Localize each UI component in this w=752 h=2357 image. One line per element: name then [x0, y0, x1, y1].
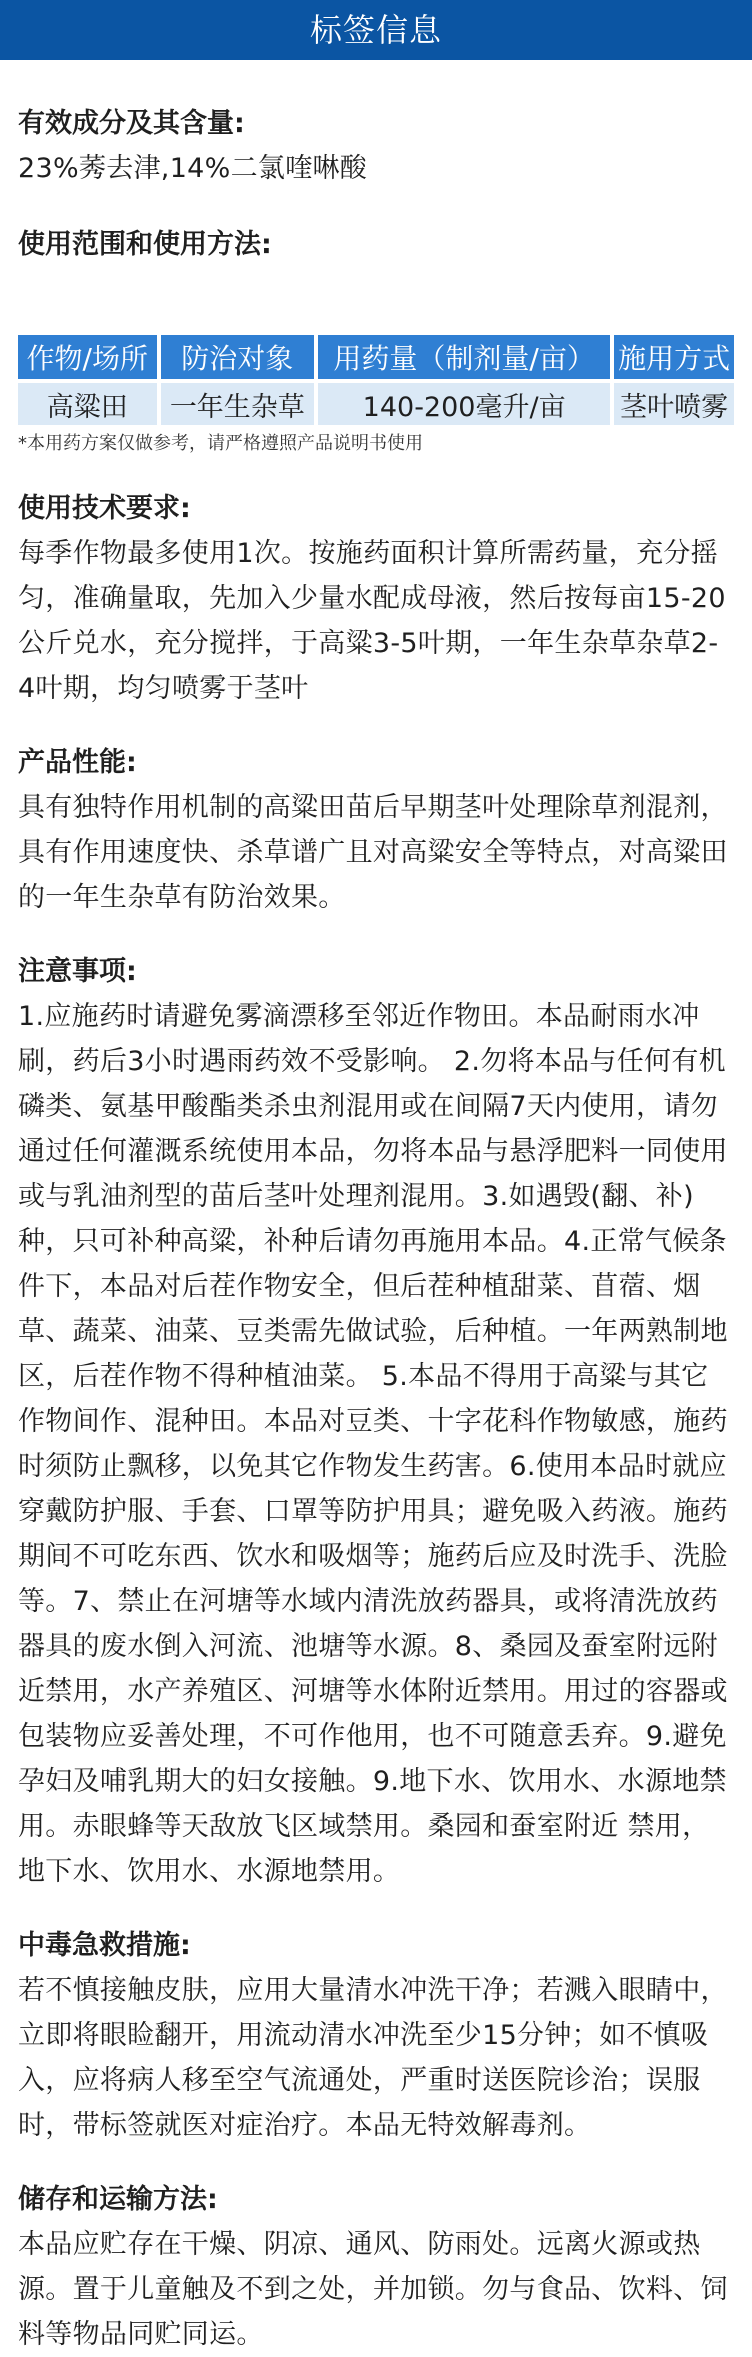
- firstaid-heading: 中毒急救措施:: [18, 1930, 191, 1961]
- precautions-section: [18, 954, 734, 1894]
- performance-text: 具有独特作用机制的高粱田苗后早期茎叶处理除草剂混剂，具有作用速度快、杀草谱广且对高粱安全等特点，对高粱田的一年生杂草有防治效果。: [18, 792, 728, 913]
- table-header-cell: 用药量（制剂量/亩）: [318, 335, 610, 379]
- ingredient-section: [18, 106, 734, 191]
- tech-text: 每季作物最多使用1次。按施药面积计算所需药量，充分摇匀，准确量取，先加入少量水配成母液，然后按每亩15-20公斤兑水，充分搅拌，于高粱3-5叶期，一年生杂草杂草2-4叶期，均匀喷雾于茎叶: [18, 538, 726, 704]
- table-cell: 高粱田: [18, 383, 157, 425]
- table-header-cell: 施用方式: [614, 335, 734, 379]
- firstaid-text: 若不慎接触皮肤，应用大量清水冲洗干净；若溅入眼睛中，立即将眼睑翻开，用流动清水冲洗至少15分钟；如不慎吸入，应将病人移至空气流通处，严重时送医院诊治；误服时，带标签就医对症治疗。本品无特效解毒剂。: [18, 1975, 728, 2141]
- table-header-cell: 作物/场所: [18, 335, 157, 379]
- table-header-row: [18, 335, 734, 379]
- firstaid-section: [18, 1928, 734, 2148]
- tech-heading: 使用技术要求:: [18, 493, 191, 524]
- storage-heading: 储存和运输方法:: [18, 2184, 218, 2215]
- label-content: [0, 106, 752, 2357]
- storage-section: [18, 2182, 734, 2357]
- table-row: [18, 383, 734, 425]
- page-title-bar: [0, 0, 752, 60]
- precautions-heading: 注意事项:: [18, 956, 137, 987]
- performance-section: [18, 745, 734, 920]
- table-cell: 140-200毫升/亩: [318, 383, 610, 425]
- dosage-table: [14, 331, 738, 429]
- table-cell: 茎叶喷雾: [614, 383, 734, 425]
- usage-section: [18, 227, 734, 457]
- ingredient-heading: 有效成分及其含量:: [18, 108, 245, 139]
- usage-heading: 使用范围和使用方法:: [18, 229, 272, 260]
- precautions-text: 1.应施药时请避免雾滴漂移至邻近作物田。本品耐雨水冲刷，药后3小时遇雨药效不受影响。 2.勿将本品与任何有机磷类、氨基甲酸酯类杀虫剂混用或在间隔7天内使用，请勿通过任何灌溉系统使用本品，勿将本品与悬浮肥料一同使用或与乳油剂型的苗后茎叶处理剂混用。3.如遇毁(翻、补)种，只可补种高粱，补种后请勿再施用本品。4.正常气候条件下，本品对后茬作物安全，但后茬种植甜菜、苜蓿、烟草、蔬菜、油菜、豆类需先做试验，后种植。一年两熟制地区，后茬作物不得种植油菜。 5.本品不得用于高粱与其它作物间作、混种田。本品对豆类、十字花科作物敏感，施药时须防止飘移，以免其它作物发生药害。6.使用本品时就应穿戴防护服、手套、口罩等防护用具；避免吸入药液。施药期间不可吃东西、饮水和吸烟等；施药后应及时洗手、洗脸等。7、禁止在河塘等水域内清洗放药器具，或将清洗放药器具的废水倒入河流、池塘等水源。8、桑园及蚕室附远附近禁用，水产养殖区、河塘等水体附近禁用。用过的容器或包装物应妥善处理，不可作他用，也不可随意丢弃。9.避免孕妇及哺乳期大的妇女接触。9.地下水、饮用水、水源地禁用。赤眼蜂等天敌放飞区域禁用。桑园和蚕室附近 禁用，地下水、饮用水、水源地禁用。: [18, 1001, 728, 1887]
- performance-heading: 产品性能:: [18, 747, 137, 778]
- table-cell: 一年生杂草: [161, 383, 315, 425]
- page-title: 标签信息: [309, 11, 442, 49]
- ingredient-text: 23%莠去津,14%二氯喹啉酸: [18, 153, 368, 184]
- table-note: *本用药方案仅做参考，请严格遵照产品说明书使用: [18, 433, 423, 454]
- storage-text: 本品应贮存在干燥、阴凉、通风、防雨处。远离火源或热源。置于儿童触及不到之处，并加锁。勿与食品、饮料、饲料等物品同贮同运。: [18, 2229, 728, 2350]
- tech-section: [18, 491, 734, 711]
- table-header-cell: 防治对象: [161, 335, 315, 379]
